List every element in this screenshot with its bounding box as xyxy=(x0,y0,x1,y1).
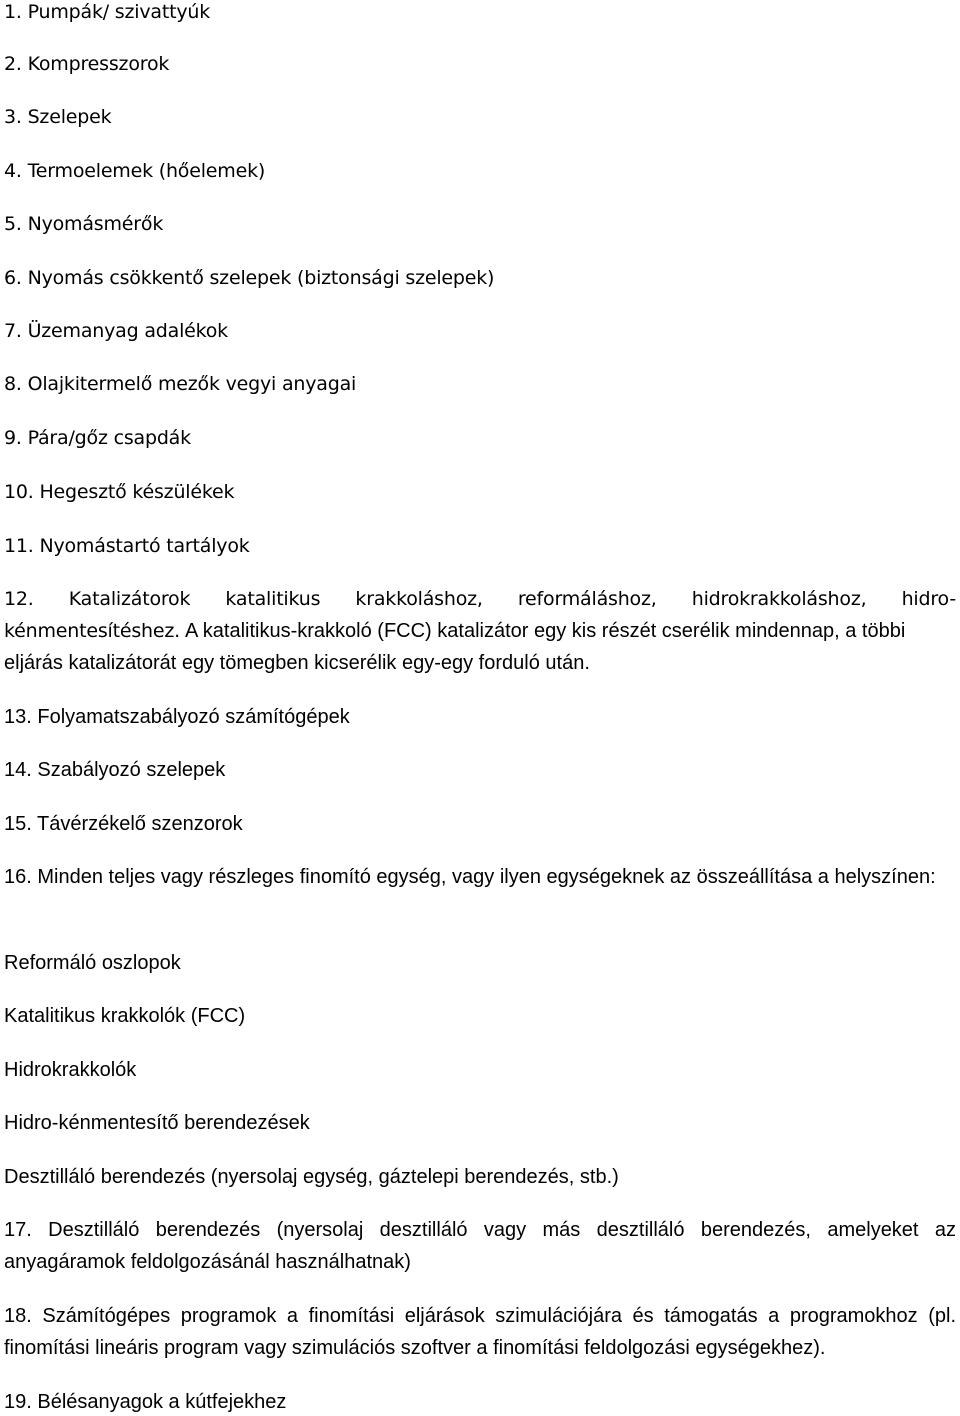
list-item: 2. Kompresszorok xyxy=(4,53,170,75)
list-item-12-line-3: eljárás katalizátorát egy tömegben kicserélik egy-egy forduló után. xyxy=(4,652,590,674)
list-item-16: 16. Minden teljes vagy részleges finomító egység, vagy ilyen egységeknek az összeállítása a helyszínen: xyxy=(4,866,936,888)
list-item-18: 18. Számítógépes programok a finomítási eljárások szimulációjára és támogatás a programokhoz (pl. finomítási lineáris program vagy szimulációs szoftver a finomítási feldolgozási egységekhez). xyxy=(4,1305,956,1359)
sub-list-item: Hidro-kénmentesítő berendezések xyxy=(4,1112,310,1134)
list-item-12-line-2 xyxy=(4,619,956,643)
list-item: 6. Nyomás csökkentő szelepek (biztonsági szelepek) xyxy=(4,267,495,289)
sub-list-item: Hidrokrakkolók xyxy=(4,1059,137,1081)
list-item: 14. Szabályozó szelepek xyxy=(4,759,226,781)
list-item-12-word: kénmentesítéshez. xyxy=(4,620,180,642)
list-item: 3. Szelepek xyxy=(4,106,112,128)
list-item: 8. Olajkitermelő mezők vegyi anyagai xyxy=(4,373,357,395)
sub-list-item: Katalitikus krakkolók (FCC) xyxy=(4,1005,246,1027)
list-item: 7. Üzemanyag adalékok xyxy=(4,320,228,342)
list-item-12-line-1: 12. Katalizátorok katalitikus krakkoláshoz, reformáláshoz, hidrokrakkoláshoz, hidro- xyxy=(4,588,956,610)
list-item: 13. Folyamatszabályozó számítógépek xyxy=(4,706,350,728)
sub-list-item: Desztilláló berendezés (nyersolaj egység, gáztelepi berendezés, stb.) xyxy=(4,1166,619,1188)
sub-list-item: Reformáló oszlopok xyxy=(4,952,181,974)
list-item: 4. Termoelemek (hőelemek) xyxy=(4,160,266,182)
list-item: 10. Hegesztő készülékek xyxy=(4,481,235,503)
list-item: 9. Pára/gőz csapdák xyxy=(4,427,191,449)
list-item: 5. Nyomásmérők xyxy=(4,213,164,235)
list-item: 15. Távérzékelő szenzorok xyxy=(4,813,243,835)
list-item: 11. Nyomástartó tartályok xyxy=(4,535,250,557)
list-item-12-continuation: A katalitikus-krakkoló (FCC) katalizátor egy kis részét cserélik mindennap, a többi xyxy=(185,620,906,642)
list-item: 19. Bélésanyagok a kútfejekhez xyxy=(4,1391,287,1413)
list-item-17: 17. Desztilláló berendezés (nyersolaj desztilláló vagy más desztilláló berendezés, amelyeket az anyagáramok feldolgozásánál használhatnak) xyxy=(4,1219,956,1273)
list-item: 1. Pumpák/ szivattyúk xyxy=(4,1,211,23)
